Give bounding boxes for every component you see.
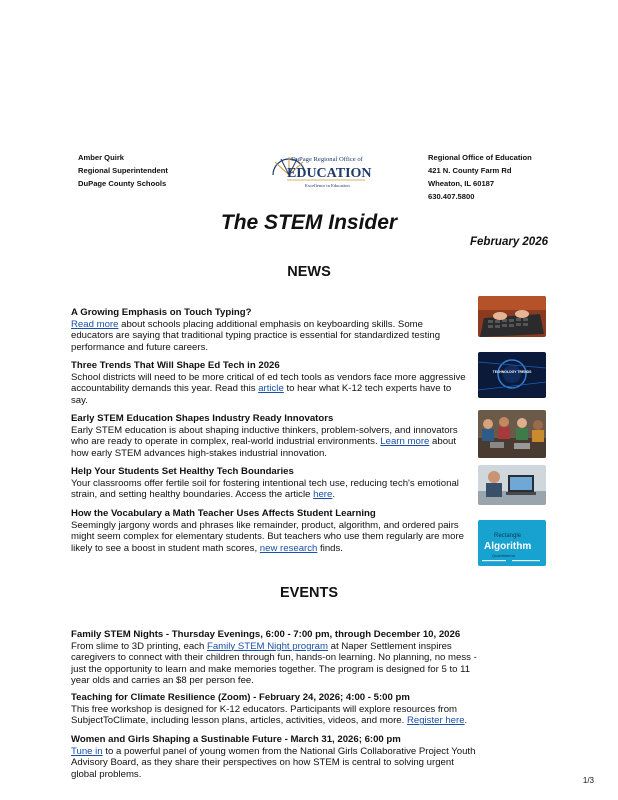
stem-classroom-photo [478,410,546,458]
here-link[interactable]: here [313,489,333,501]
event-item-title: Women and Girls Shaping a Sustinable Future - March 31, 2026; 6:00 pm [71,734,401,745]
office-address-block [428,151,532,203]
family-stem-night-link[interactable]: Family STEM Night program [206,640,328,652]
news-item-title: Help Your Students Set Healthy Tech Boundaries [71,466,294,477]
superintendent-block [78,151,168,190]
news-item-text: . [332,489,335,501]
event-item-text: to a powerful panel of young women from the National Girls Collaborative Project Youth Advisory Board, as they share their perspectives on how STEM is central to solving urgent global problems. [71,745,476,780]
office-street: 421 N. County Farm Rd [428,166,512,175]
news-item-title: Three Trends That Will Shape Ed Tech in 2026 [71,360,280,371]
new-research-link[interactable]: new research [259,542,318,554]
office-city: Wheaton, IL 60187 [428,179,495,188]
event-item [71,734,481,780]
event-item-text: From slime to 3D printing, each [71,640,207,652]
roe-logo [253,149,373,193]
news-item-title: How the Vocabulary a Math Teacher Uses Affects Student Learning [71,508,376,519]
news-item [71,360,466,406]
event-item [71,629,481,687]
logo-line-2: EDUCATION [287,166,372,181]
news-item-text: School districts will need to be more critical of ed tech tools as vendors face more aggressive accountability demands this year. Read this [71,371,466,395]
logo-tagline: Excellence in Education [305,183,350,188]
superintendent-name: Amber Quirk [78,153,124,162]
word-quadrilateral: Quadrilateral [492,553,515,558]
news-item-title: A Growing Emphasis on Touch Typing? [71,307,252,318]
events-heading: EVENTS [279,585,338,601]
news-item-text: about how early STEM advances high-stakes industrial innovation. [71,436,457,459]
event-item-text: This free workshop is designed for K-12 educators. Participants will explore resources from SubjectToClimate, including lesson plans, articles, activities, videos, and more. [71,703,458,727]
logo-line-1: DuPage Regional Office of [291,156,363,163]
superintendent-title: Regional Superintendent [78,166,168,175]
tech-trends-label: TECHNOLOGY TRENDS [492,370,532,374]
tune-in-link[interactable]: Tune in [71,745,103,757]
word-rectangle: Rectangle [494,533,522,539]
register-here-link[interactable]: Register here [406,715,465,727]
office-name: Regional Office of Education [428,153,532,162]
learn-more-link[interactable]: Learn more [380,436,430,448]
news-item [71,508,466,554]
read-more-link[interactable]: Read more [71,318,119,330]
news-item [71,413,466,459]
news-item [71,307,466,353]
county-schools: DuPage County Schools [78,179,167,188]
event-item-text: at Naper Settlement inspires caregivers to connect with their children through fun, hands-on learning. No planning, no mess - just the opportunity to learn and make memories together. The program is designed for 5 to 11 year olds and carries an $8 per person fee. [71,640,477,687]
event-item [71,692,481,727]
newsletter-title: The STEM Insider [220,211,398,234]
news-item-text: finds. [317,542,343,554]
typing-photo [478,296,546,337]
tech-trends-image [478,352,546,398]
news-item-text: Seemingly jargony words and phrases like remainder, product, algorithm, and ordered pairs might seem complex for elementary students. But teachers who use them regularly are more likely to see a boost in student math scores, [71,519,464,554]
page-number: 1/3 [582,776,594,785]
math-vocabulary-image [478,520,546,566]
news-item-title: Early STEM Education Shapes Industry Ready Innovators [71,413,334,424]
healthy-tech-photo [478,465,546,505]
event-item-title: Teaching for Climate Resilience (Zoom) - February 24, 2026; 4:00 - 5:00 pm [71,692,410,703]
newsletter-date: February 2026 [470,236,548,248]
office-phone: 630.407.5800 [428,192,475,201]
news-item-text: about schools placing additional emphasis on keyboarding skills. Some educators are saying that traditional typing practice is essential for standardized testing performance and future careers. [71,318,441,353]
news-item [71,466,466,501]
news-item-text: to hear what K-12 tech experts have to say. [71,383,452,406]
roe-logo-graphic [253,149,373,193]
word-algorithm: Algorithm [484,541,532,552]
article-link[interactable]: article [258,383,284,395]
event-item-title: Family STEM Nights - Thursday Evenings, 6:00 - 7:00 pm, through December 10, 2026 [71,629,461,640]
event-item-text: . [464,715,468,727]
news-heading: NEWS [287,264,331,280]
news-item-text: Your classrooms offer fertile soil for fostering intentional tech use, reducing tech's emotional strain, and setting healthy boundaries. Access the article [71,477,459,501]
news-item-text: Early STEM education is about shaping inductive thinkers, problem-solvers, and innovators who are ready to operate in complex, real-world industrial environments. [71,424,458,448]
